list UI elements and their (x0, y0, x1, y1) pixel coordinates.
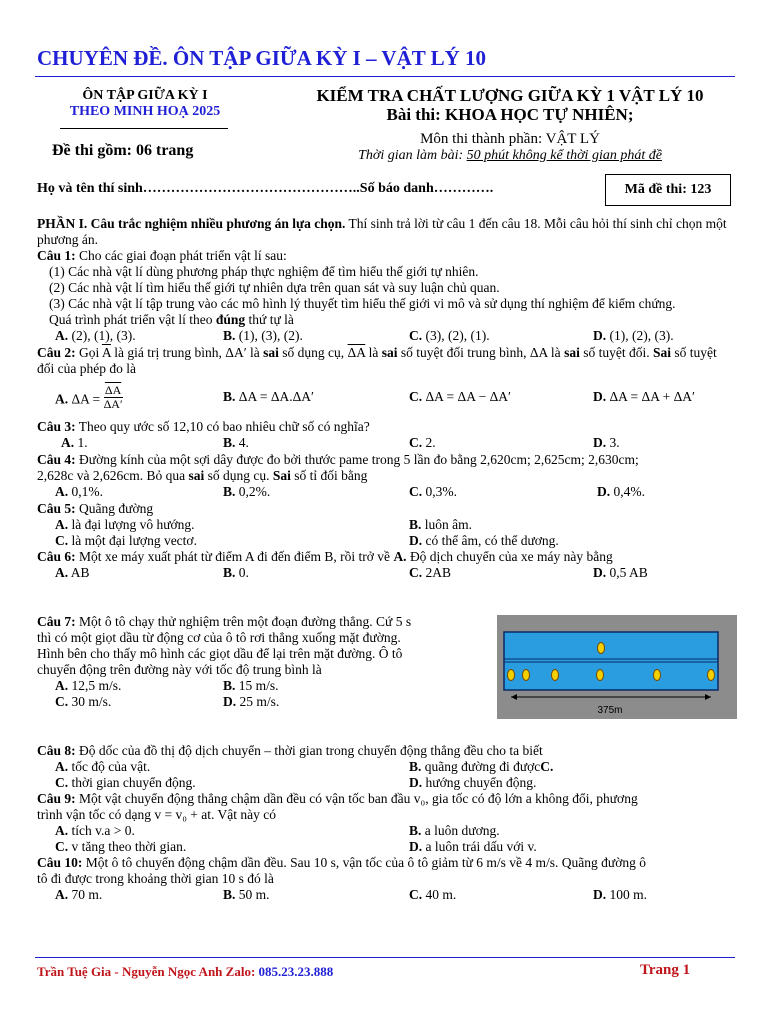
opt-text: AB (70, 565, 90, 580)
opt-letter: B. (409, 823, 422, 838)
q9-text: Một vật chuyển động thẳng chậm dần đều có vận tốc ban đầu v₀, gia tốc có độ lớn a không đổi, phương (75, 791, 638, 806)
page-number: Trang 1 (640, 962, 691, 978)
opt-text: 1. (77, 435, 88, 450)
oil-drop (654, 670, 661, 681)
opt-letter: D. (597, 484, 611, 499)
q8-options-row1 (37, 759, 735, 775)
opt-text: 70 m. (71, 887, 103, 902)
q2-label: Câu 2: (37, 345, 76, 360)
q2-a-lhs: ΔA = (71, 391, 101, 407)
page-count: Đề thi gồm: 06 trang (52, 142, 194, 159)
q2-t1: Gọi (75, 345, 102, 360)
opt-text: tích v.a > 0. (71, 823, 135, 838)
q1-ask-b: đúng (215, 312, 246, 327)
q4-sai1: sai (188, 468, 205, 483)
q1-stage-2: (2) Các nhà vật lí tìm hiểu thế giới tự nhiên dựa trên quan sát và suy luận chủ quan. (49, 280, 500, 295)
q9-text2: trình vận tốc có dạng v = v₀ + at. Vật này có (37, 807, 276, 822)
opt-letter: A. (55, 391, 69, 407)
q2-t2: là giá trị trung bình, ΔA′ là (110, 345, 264, 360)
q2-sai1: sai (263, 345, 279, 360)
q8-label: Câu 8: (37, 743, 76, 758)
question-9 (37, 791, 735, 855)
q1-option-c[interactable] (409, 328, 490, 344)
question-2 (37, 345, 735, 413)
q6-option-d[interactable] (593, 565, 648, 581)
opt-text: là một đại lượng vectơ. (71, 533, 197, 548)
document-title: CHUYÊN ĐỀ. ÔN TẬP GIỮA KỲ I – VẬT LÝ 10 (37, 46, 487, 70)
opt-letter: D. (593, 565, 607, 580)
opt-letter: A. (55, 328, 69, 343)
q4-label: Câu 4: (37, 452, 76, 467)
opt-text: (2), (1), (3). (71, 328, 136, 343)
q1-ask (37, 312, 735, 328)
opt-letter: D. (409, 839, 423, 854)
q2-abar: $\overline{A}$ (101, 345, 111, 360)
q8-option-a[interactable] (55, 759, 150, 775)
opt-text: 4. (238, 435, 249, 450)
opt-text: 40 m. (425, 887, 457, 902)
opt-letter: A. (55, 565, 69, 580)
oil-drop (508, 670, 515, 681)
opt-letter: C. (55, 694, 69, 709)
q8-option-d[interactable] (409, 775, 536, 791)
question-4 (37, 452, 735, 500)
question-10 (37, 855, 735, 903)
part1-instructions (37, 216, 735, 248)
q2-t7: số tuyệt đối của phép đo là (37, 345, 717, 376)
q10-option-c[interactable] (409, 887, 456, 903)
oil-drop (597, 670, 604, 681)
q4-option-d[interactable] (597, 484, 645, 500)
title-divider (35, 76, 735, 77)
q9-option-a[interactable] (55, 823, 135, 839)
q2-option-a[interactable] (55, 383, 123, 414)
q5-option-b[interactable] (409, 517, 472, 533)
opt-text: là đại lượng vô hướng. (71, 517, 195, 532)
q5-option-d[interactable] (409, 533, 559, 549)
q2-dabar: $\overline{\Delta A}$ (347, 345, 366, 360)
q4-text2b: số dụng cụ. (204, 468, 273, 483)
q2-option-c[interactable] (409, 389, 511, 405)
opt-text: ΔA = ΔA + ΔA′ (609, 389, 695, 404)
q5-text: Quãng đường (75, 501, 154, 516)
q10-option-d[interactable] (593, 887, 647, 903)
opt-text: 0,3%. (425, 484, 457, 499)
opt-text: 50 m. (238, 887, 270, 902)
q10-option-a[interactable] (55, 887, 102, 903)
exam-code-box: Mã đề thi: 123 (605, 174, 731, 206)
q7-line4: chuyển động trên đường này với tốc độ trung bình là (37, 662, 322, 677)
q7-line2: thì có một giọt dầu từ động cơ của ô tô rơi thẳng xuống mặt đường. (37, 630, 401, 645)
opt-text: 100 m. (609, 887, 648, 902)
part1-title: PHẦN I. Câu trắc nghiệm nhiều phương án lựa chọn. (37, 216, 346, 231)
q10-text2: tô đi được trong khoảng thời gian 10 s đó là (37, 871, 274, 886)
q6-label: Câu 6: (37, 549, 76, 564)
q4-option-c[interactable] (409, 484, 457, 500)
opt-letter: C. (409, 328, 423, 343)
opt-text: 25 m/s. (239, 694, 280, 709)
question-3 (37, 419, 735, 451)
student-info-line: Họ và tên thí sinh………………………………………..Số báo danh…………. (37, 181, 494, 196)
opt-text: 0,2%. (238, 484, 271, 499)
opt-text: thời gian chuyển động. (71, 775, 196, 790)
q2-a-num: $\overline{\Delta A}$ (104, 383, 122, 397)
q2-a-den: ΔA′ (103, 397, 123, 411)
q2-sai3: sai (564, 345, 580, 360)
footer-divider (35, 957, 735, 958)
time-label: Thời gian làm bài: (358, 148, 467, 163)
opt-text: luôn âm. (424, 517, 473, 532)
q2-options (37, 377, 735, 413)
opt-text: (3), (2), (1). (425, 328, 490, 343)
oil-drop (552, 670, 559, 681)
opt-letter: D. (593, 389, 607, 404)
q6-option-b[interactable] (223, 565, 249, 581)
opt-text: 0,4%. (613, 484, 645, 499)
q7-option-a[interactable] (55, 678, 121, 694)
opt-letter: C. (409, 484, 423, 499)
opt-letter: D. (409, 775, 423, 790)
opt-letter: B. (409, 759, 422, 774)
q8-option-c[interactable] (55, 775, 196, 791)
q2-option-b[interactable] (223, 389, 314, 405)
question-6 (37, 549, 735, 581)
opt-letter: B. (223, 678, 236, 693)
opt-letter: C. (409, 887, 423, 902)
opt-text: 12,5 m/s. (71, 678, 122, 693)
opt-text: a luôn dương. (424, 823, 500, 838)
q6-text2: Độ dịch chuyển của xe máy này bằng (406, 549, 613, 564)
opt-letter: B. (223, 389, 236, 404)
q8-b-bold: C. (540, 759, 554, 774)
q6-option-a[interactable] (55, 565, 90, 581)
q7-line1: Một ô tô chạy thử nghiệm trên một đoạn đường thẳng. Cứ 5 s (75, 614, 412, 629)
q5-option-a[interactable] (55, 517, 195, 533)
opt-letter: A. (55, 759, 69, 774)
q9-option-c[interactable] (55, 839, 186, 855)
opt-letter: A. (55, 678, 69, 693)
q6-text: Một xe máy xuất phát từ điểm A đi đến điểm B, rồi trở về (75, 549, 394, 564)
exam-component: Môn thi thành phần: VẬT LÝ (420, 131, 600, 147)
opt-text: ΔA = ΔA.ΔA′ (238, 389, 315, 404)
q7-option-d[interactable] (223, 694, 279, 710)
opt-letter: C. (409, 389, 423, 404)
opt-letter: B. (223, 484, 236, 499)
q4-option-a[interactable] (55, 484, 103, 500)
q2-t6: số tuyệt đối. (579, 345, 653, 360)
q3-options (37, 435, 735, 451)
opt-letter: A. (61, 435, 75, 450)
question-8 (37, 743, 735, 791)
q10-text: Một ô tô chuyển động chậm dần đều. Sau 10 s, vận tốc của ô tô giảm từ 6 m/s về 4 m/s. Quãng đường ô (82, 855, 646, 870)
q2-t3: số dụng cụ, (278, 345, 348, 360)
q8-option-b[interactable] (409, 759, 553, 775)
question-1 (37, 248, 735, 344)
time-value: 50 phút không kể thời gian phát đề (466, 148, 662, 163)
q1-text: Cho các giai đoạn phát triển vật lí sau: (75, 248, 287, 263)
q3-option-c[interactable] (409, 435, 436, 451)
road-lane (504, 632, 718, 690)
opt-text: có thể âm, có thể dương. (425, 533, 559, 548)
opt-text: 0. (238, 565, 249, 580)
questions-block-1 (37, 216, 735, 581)
opt-text: 2AB (425, 565, 452, 580)
questions-block-2 (37, 743, 735, 903)
review-label: ÔN TẬP GIỮA KỲ I (82, 88, 208, 103)
q4-text2c: số tỉ đối bằng (290, 468, 368, 483)
q2-t5: số tuyệt đối trung bình, ΔA là (397, 345, 565, 360)
q9-options-row1 (37, 823, 735, 839)
opt-letter: B. (223, 435, 236, 450)
opt-text: (1), (3), (2). (238, 328, 303, 343)
q3-option-b[interactable] (223, 435, 249, 451)
exam-subject: Bài thi: KHOA HỌC TỰ NHIÊN; (386, 105, 634, 124)
opt-letter: D. (223, 694, 237, 709)
q5-options-row2 (37, 533, 735, 549)
q10-option-b[interactable] (223, 887, 270, 903)
q5-option-c[interactable] (55, 533, 197, 549)
opt-text: hướng chuyển động. (425, 775, 537, 790)
q7-option-b[interactable] (223, 678, 279, 694)
q1-stage-1: (1) Các nhà vật lí dùng phương pháp thực nghiệm để tìm hiểu thế giới tự nhiên. (49, 264, 479, 279)
opt-letter: B. (409, 517, 422, 532)
template-label: THEO MINH HOẠ 2025 (69, 104, 221, 119)
opt-letter: A. (55, 484, 69, 499)
opt-text: 30 m/s. (71, 694, 112, 709)
opt-text: 15 m/s. (238, 678, 279, 693)
authors-text: Trần Tuệ Gia - Nguyễn Ngọc Anh Zalo: (37, 964, 259, 979)
opt-letter: A. (55, 823, 69, 838)
q4-option-b[interactable] (223, 484, 270, 500)
q9-option-d[interactable] (409, 839, 537, 855)
q6-option-c[interactable] (409, 565, 451, 581)
opt-letter: C. (409, 435, 423, 450)
q3-label: Câu 3: (37, 419, 76, 434)
exam-title: KIỂM TRA CHẤT LƯỢNG GIỮA KỲ 1 VẬT LÝ 10 (316, 86, 704, 105)
q7-options-row1 (37, 678, 497, 694)
q1-option-a[interactable] (55, 328, 136, 344)
opt-text: quãng đường đi được (424, 759, 541, 774)
q6-options (37, 565, 735, 581)
opt-letter: D. (593, 328, 607, 343)
opt-letter: D. (593, 435, 607, 450)
q1-option-b[interactable] (223, 328, 303, 344)
exam-time (250, 148, 768, 164)
q2-t4: là (365, 345, 382, 360)
q2-option-d[interactable] (593, 389, 695, 405)
q2-sai2: sai (381, 345, 398, 360)
q9-label: Câu 9: (37, 791, 76, 806)
part1-desc: Thí sinh trả lời từ câu 1 đến câu 18. Mỗi câu hỏi thí sinh chỉ chọn một phương án. (37, 216, 727, 247)
question-5 (37, 501, 735, 549)
q1-options (37, 328, 735, 344)
oil-drop (523, 670, 530, 681)
oil-drop (708, 670, 715, 681)
opt-letter: C. (409, 565, 423, 580)
q3-text: Theo quy ước số 12,10 có bao nhiêu chữ số có nghĩa? (75, 419, 370, 434)
q1-option-d[interactable] (593, 328, 674, 344)
exam-header (250, 86, 768, 164)
opt-text: ΔA = ΔA − ΔA′ (425, 389, 511, 404)
opt-text: tốc độ của vật. (71, 759, 151, 774)
opt-text: 0,5 AB (609, 565, 648, 580)
q10-options (37, 887, 735, 903)
q8-options-row2 (37, 775, 735, 791)
exam-source-block (50, 88, 240, 120)
q5-options-row1 (37, 517, 735, 533)
q1-label: Câu 1: (37, 248, 76, 263)
q6-bold-a: A. (393, 549, 407, 564)
q2-sai4: Sai (652, 345, 671, 360)
opt-letter: D. (593, 887, 607, 902)
q7-label: Câu 7: (37, 614, 76, 629)
q9-options-row2 (37, 839, 735, 855)
q10-label: Câu 10: (37, 855, 83, 870)
q7-options-row2 (37, 694, 497, 710)
q1-ask-c: thứ tự là (245, 312, 294, 327)
phone-number: 085.23.23.888 (258, 964, 334, 979)
opt-text: 3. (609, 435, 620, 450)
q8-text: Độ dốc của đồ thị độ dịch chuyển – thời gian trong chuyển động thẳng đều cho ta biết (75, 743, 543, 758)
q3-option-d[interactable] (593, 435, 620, 451)
opt-letter: A. (55, 887, 69, 902)
opt-letter: C. (55, 533, 69, 548)
opt-text: a luôn trái dấu với v. (425, 839, 537, 854)
q3-option-a[interactable] (61, 435, 88, 451)
q4-text2a: 2,628c và 2,626cm. Bỏ qua (37, 468, 189, 483)
q4-text: Đường kính của một sợi dây được đo bởi thước pame trong 5 lần đo bằng 2,620cm; 2,625cm; 2,630cm; (75, 452, 639, 467)
q7-line3: Hình bên cho thấy mô hình các giọt dầu để lại trên mặt đường. Ô tô (37, 646, 403, 661)
opt-text: v tăng theo thời gian. (71, 839, 187, 854)
q2-a-fraction (104, 384, 123, 411)
opt-text: (1), (2), (3). (609, 328, 674, 343)
opt-text: 0,1%. (71, 484, 103, 499)
question-7 (37, 614, 497, 710)
opt-text: 2. (425, 435, 436, 450)
opt-letter: C. (55, 775, 69, 790)
opt-letter: D. (409, 533, 423, 548)
oil-drop (598, 643, 605, 654)
distance-label: 375m (597, 705, 623, 716)
q1-stage-3: (3) Các nhà vật lí tập trung vào các mô hình lý thuyết tìm hiểu thế giới vi mô và sử dụng thí nghiệm để kiểm chứng. (49, 296, 676, 311)
opt-letter: B. (223, 887, 236, 902)
q7-option-c[interactable] (55, 694, 111, 710)
opt-letter: B. (223, 328, 236, 343)
opt-letter: B. (223, 565, 236, 580)
q9-option-b[interactable] (409, 823, 500, 839)
q4-options (37, 484, 735, 500)
q1-ask-a: Quá trình phát triển vật lí theo (49, 312, 216, 327)
q5-label: Câu 5: (37, 501, 76, 516)
left-divider (60, 128, 228, 129)
opt-letter: A. (55, 517, 69, 532)
oil-drops-road-diagram (497, 615, 737, 719)
opt-letter: C. (55, 839, 69, 854)
q4-sai2: Sai (272, 468, 291, 483)
footer-authors (37, 964, 333, 980)
